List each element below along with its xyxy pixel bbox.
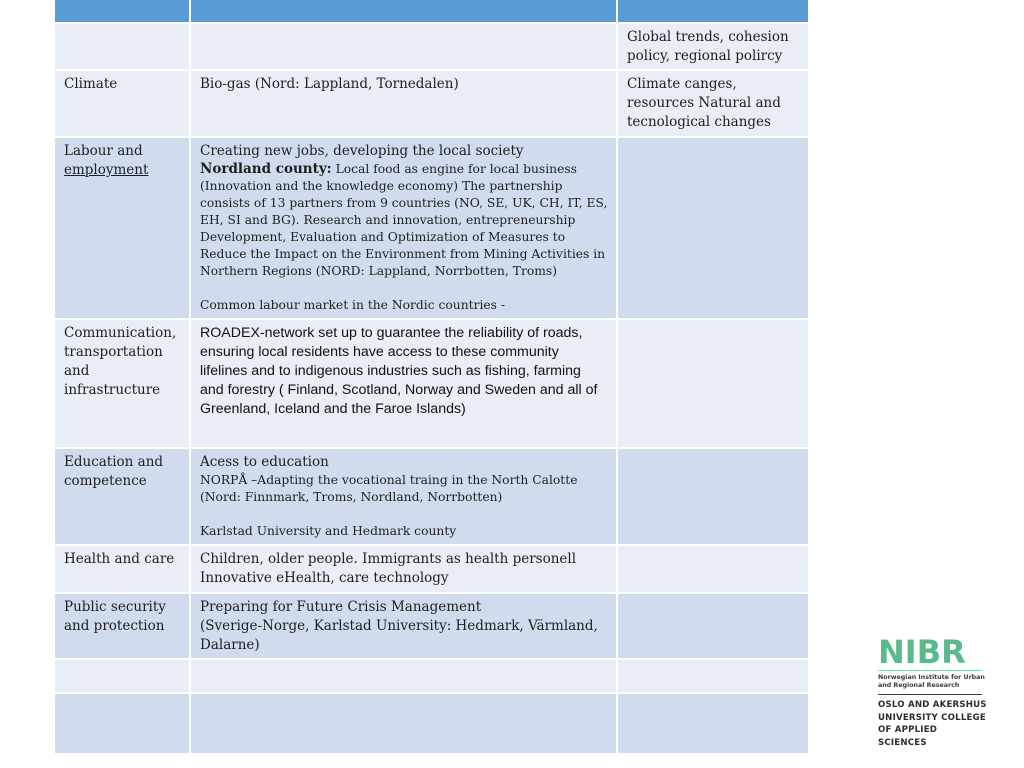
table-row bbox=[54, 319, 809, 448]
projects-cell bbox=[190, 693, 617, 754]
trends-cell bbox=[617, 137, 809, 319]
projects-cell bbox=[190, 137, 617, 319]
projects-table bbox=[53, 0, 810, 755]
header-cell-projects bbox=[190, 0, 617, 23]
topic-label: Health and care bbox=[64, 551, 175, 567]
logo-subtitle: Norwegian Institute for Urban and Regional Research bbox=[878, 674, 985, 689]
university-line: UNIVERSITY COLLEGE bbox=[878, 712, 986, 723]
topic-cell bbox=[54, 545, 190, 593]
logo-wordmark: NIBR bbox=[878, 633, 966, 671]
trends-cell bbox=[617, 319, 809, 448]
topic-cell bbox=[54, 593, 190, 659]
topic-label: Education and competence bbox=[64, 454, 164, 489]
table-row bbox=[54, 545, 809, 593]
university-line: OF APPLIED SCIENCES bbox=[878, 725, 938, 748]
table-row bbox=[54, 448, 809, 545]
topic-label-link: employment bbox=[64, 162, 149, 178]
trends-text: Climate canges, resources Natural and tecnological changes bbox=[627, 76, 781, 130]
header-cell-topic bbox=[54, 0, 190, 23]
trends-cell bbox=[617, 448, 809, 545]
logo-divider bbox=[878, 694, 982, 695]
projects-cell bbox=[190, 23, 617, 70]
trends-text: Global trends, cohesion policy, regional polircy bbox=[627, 29, 789, 64]
topic-cell bbox=[54, 23, 190, 70]
projects-cell bbox=[190, 593, 617, 659]
topic-label: Labour and bbox=[64, 143, 143, 159]
spacer bbox=[200, 280, 608, 297]
table-row bbox=[54, 70, 809, 137]
university-line: OSLO AND AKERSHUS bbox=[878, 700, 987, 710]
nordland-label: Nordland county: bbox=[200, 161, 332, 177]
project-text: Innovative eHealth, care technology bbox=[200, 570, 449, 586]
trends-cell bbox=[617, 693, 809, 754]
table-row bbox=[54, 593, 809, 659]
table-header-row bbox=[54, 0, 809, 23]
topic-cell bbox=[54, 693, 190, 754]
project-text: Children, older people. Immigrants as health personell bbox=[200, 551, 577, 567]
trends-cell bbox=[617, 545, 809, 593]
projects-cell bbox=[190, 70, 617, 137]
table-row bbox=[54, 23, 809, 70]
project-text: ROADEX-network set up to guarantee the reliability of roads, ensuring local residents have access to these community lifelines and to indigenous industries such as fishing, farming and forestry ( Finland, Scotland, Norway and Sweden and all of Greenland, Iceland and the Faroe Islands) bbox=[200, 325, 598, 417]
projects-cell bbox=[190, 448, 617, 545]
topic-cell bbox=[54, 448, 190, 545]
trends-cell bbox=[617, 593, 809, 659]
project-text: Karlstad University and Hedmark county bbox=[200, 524, 457, 538]
project-text bbox=[200, 161, 608, 229]
topic-cell bbox=[54, 319, 190, 448]
project-text: Common labour market in the Nordic countries - bbox=[200, 298, 506, 312]
project-text: Bio-gas (Nord: Lappland, Tornedalen) bbox=[200, 76, 459, 92]
spacer bbox=[200, 506, 608, 523]
table-row bbox=[54, 137, 809, 319]
project-text: NORPÅ –Adapting the vocational traing in the North Calotte (Nord: Finnmark, Troms, Nordland, Norrbotten) bbox=[200, 473, 578, 504]
project-text: Development, Evaluation and Optimization of Measures to Reduce the Impact on the Environment from Mining Activities in Northern Regions (NORD: Lappland, Norrbotten, Troms) bbox=[200, 230, 606, 278]
projects-cell bbox=[190, 659, 617, 693]
trends-cell bbox=[617, 659, 809, 693]
nordland-text: Local food as engine for local business (Innovation and the knowledge economy) The partnership consists of 13 partners from 9 countries (NO, SE, UK, CH, IT, ES, EH, SI and BG). Research and innovation, entrepreneurship bbox=[200, 162, 608, 227]
projects-cell bbox=[190, 319, 617, 448]
topic-label: Public security and protection bbox=[64, 599, 166, 634]
trends-cell bbox=[617, 70, 809, 137]
header-cell-trends bbox=[617, 0, 809, 23]
topic-label: Climate bbox=[64, 76, 118, 92]
topic-cell bbox=[54, 70, 190, 137]
table-row bbox=[54, 693, 809, 754]
table-row bbox=[54, 659, 809, 693]
project-text: Creating new jobs, developing the local society bbox=[200, 143, 524, 159]
project-text: Preparing for Future Crisis Management bbox=[200, 599, 482, 615]
trends-cell bbox=[617, 23, 809, 70]
nibr-logo bbox=[878, 633, 988, 749]
topic-cell bbox=[54, 137, 190, 319]
projects-cell bbox=[190, 545, 617, 593]
project-text: Acess to education bbox=[200, 454, 329, 470]
topic-label: Communication, transportation and infrastructure bbox=[64, 325, 177, 398]
topic-cell bbox=[54, 659, 190, 693]
project-text: (Sverige-Norge, Karlstad University: Hedmark, Värmland, Dalarne) bbox=[200, 618, 598, 653]
